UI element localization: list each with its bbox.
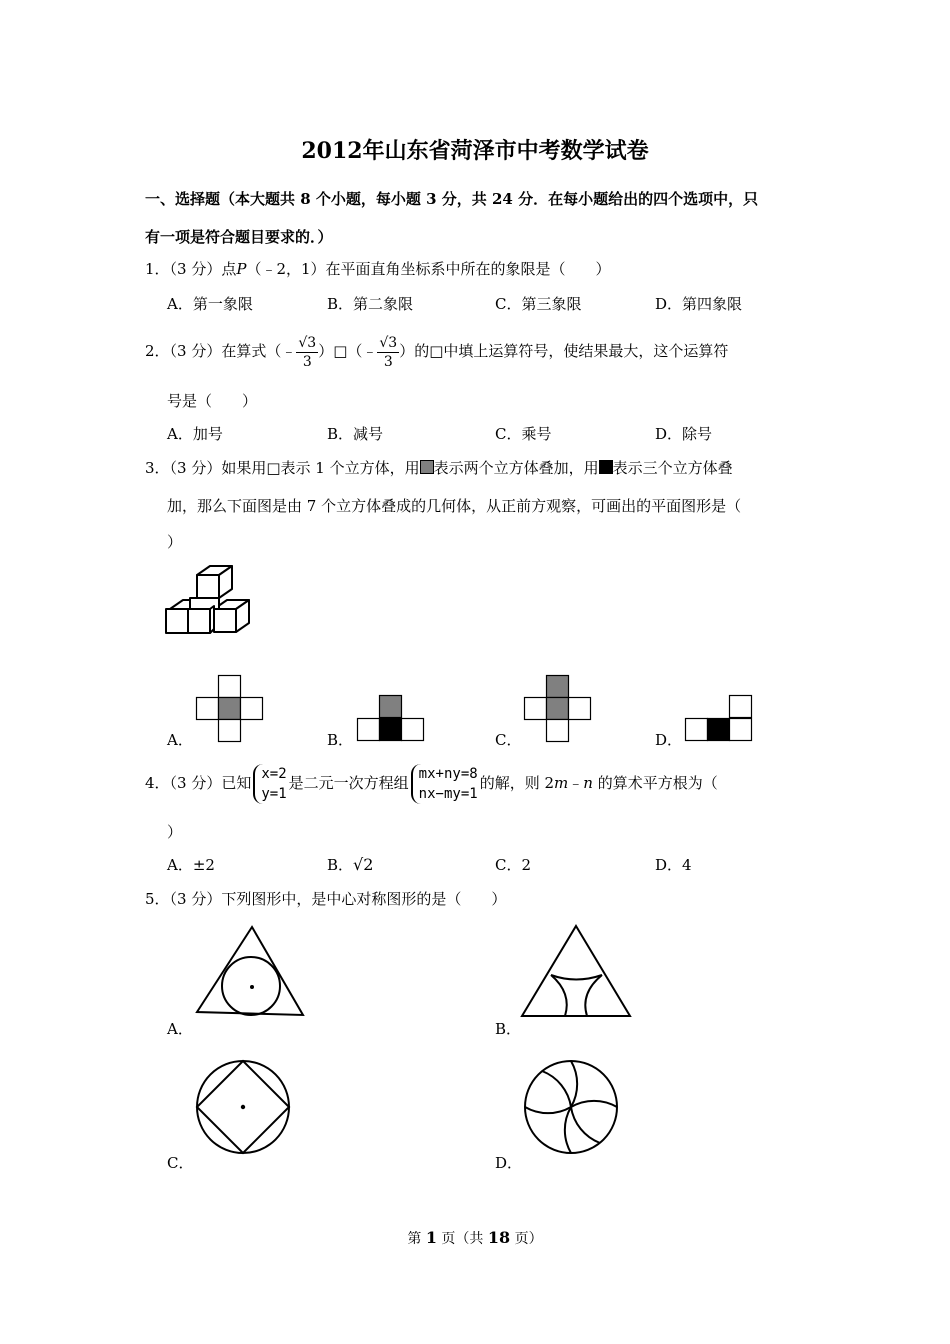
q2-option-b: B．减号 bbox=[327, 425, 384, 443]
q2-fraction-1 bbox=[296, 334, 318, 371]
q2-fraction-2 bbox=[377, 334, 399, 371]
q5-option-b-figure bbox=[520, 924, 632, 1019]
q2-line2: 号是（ ） bbox=[167, 392, 258, 410]
q2-pre: （3 分）在算式（﹣ bbox=[169, 342, 297, 360]
q4-option-b bbox=[327, 853, 373, 877]
q3-p1: （3 分）如果用□表示 1 个立方体，用 bbox=[169, 459, 420, 477]
q4-sys2-line2: nx−my=1 bbox=[418, 786, 478, 802]
q1-option-d: D．第四象限 bbox=[655, 295, 743, 313]
q1-var-p: P bbox=[236, 260, 247, 278]
q4-post2: 的算术平方根为（ bbox=[592, 774, 718, 792]
q3-option-c: C． bbox=[495, 731, 522, 749]
q4-var-n: n bbox=[583, 774, 593, 792]
q4-mid: 是二元一次方程组 bbox=[288, 774, 409, 792]
gray-square-icon bbox=[420, 460, 434, 474]
q5-option-c: C． bbox=[167, 1154, 194, 1172]
q3-option-b: B． bbox=[327, 731, 354, 749]
section-heading-line1: 一、选择题（本大题共 8 个小题，每小题 3 分，共 24 分．在每小题给出的四个选项中，只 bbox=[145, 190, 759, 208]
section-heading-line2: 有一项是符合题目要求的．） bbox=[145, 228, 333, 246]
q3-number: 3． bbox=[145, 459, 170, 477]
q4-sys1-line2: y=1 bbox=[261, 786, 287, 802]
footer-pre: 第 bbox=[407, 1231, 426, 1247]
q4-option-b-value: √2 bbox=[353, 855, 374, 874]
q2-frac1-den: 3 bbox=[302, 353, 312, 370]
q3-option-d-figure bbox=[685, 695, 753, 743]
q4-post1: 的解，则 2 bbox=[479, 774, 554, 792]
q3-line2: 加，那么下面图是由 7 个立方体叠成的几何体，从正前方观察，可画出的平面图形是（ bbox=[167, 497, 742, 515]
q3-option-d: D． bbox=[655, 731, 683, 749]
q5-option-a-figure bbox=[196, 924, 306, 1019]
q3-p2: 表示两个立方体叠加，用 bbox=[433, 459, 599, 477]
q5-option-a: A． bbox=[167, 1020, 193, 1038]
q3-option-a: A． bbox=[167, 731, 193, 749]
q3-solid-figure bbox=[160, 562, 255, 644]
question-3 bbox=[145, 456, 810, 480]
q4-system-1 bbox=[253, 764, 286, 804]
q4-sys1-line1: x=2 bbox=[261, 766, 287, 782]
footer-mid: 页（共 bbox=[436, 1231, 488, 1247]
q4-minus: ﹣ bbox=[568, 774, 584, 792]
q1-option-c: C．第三象限 bbox=[495, 295, 582, 313]
footer-post: 页） bbox=[510, 1231, 543, 1247]
q4-sys2-line1: mx+ny=8 bbox=[418, 766, 478, 782]
q5-option-c-figure bbox=[194, 1058, 292, 1156]
black-square-icon bbox=[599, 460, 613, 474]
q2-frac2-num: √3 bbox=[379, 334, 398, 351]
q3-p3: 表示三个立方体叠 bbox=[612, 459, 733, 477]
q1-score: （3 分）点 bbox=[169, 260, 237, 278]
q5-option-d: D． bbox=[495, 1154, 523, 1172]
q2-option-c: C．乘号 bbox=[495, 425, 552, 443]
q2-option-d: D．除号 bbox=[655, 425, 713, 443]
q4-line2: ） bbox=[167, 823, 183, 841]
question-4 bbox=[145, 760, 810, 806]
q5-number: 5． bbox=[145, 890, 170, 908]
q2-mid2: ）的□中填上运算符号，使结果最大，这个运算符 bbox=[399, 342, 729, 360]
footer-total-pages: 18 bbox=[487, 1228, 511, 1247]
q2-number: 2． bbox=[145, 342, 170, 360]
q3-line3: ） bbox=[167, 533, 183, 551]
page-title: 2012年山东省菏泽市中考数学试卷 bbox=[301, 138, 649, 164]
q3-option-a-figure bbox=[196, 675, 264, 743]
q5-text: （3 分）下列图形中，是中心对称图形的是（ ） bbox=[169, 890, 507, 908]
q4-option-a: A．±2 bbox=[167, 856, 215, 874]
q3-option-c-figure bbox=[524, 675, 592, 743]
q5-option-d-figure bbox=[522, 1058, 620, 1156]
q2-frac1-num: √3 bbox=[298, 334, 317, 351]
q3-option-b-figure bbox=[357, 695, 425, 743]
q2-frac2-den: 3 bbox=[383, 353, 393, 370]
q4-option-d: D．4 bbox=[655, 856, 692, 874]
q1-text: （﹣2，1）在平面直角坐标系中所在的象限是（ ） bbox=[246, 260, 611, 278]
q4-number: 4． bbox=[145, 774, 170, 792]
q4-var-m: m bbox=[554, 774, 569, 792]
q4-option-b-label: B． bbox=[327, 856, 354, 874]
q1-number: 1． bbox=[145, 260, 170, 278]
q4-option-c: C．2 bbox=[495, 856, 532, 874]
q2-option-a: A．加号 bbox=[167, 425, 223, 443]
footer-page-number: 1 bbox=[425, 1228, 437, 1247]
question-5 bbox=[145, 887, 810, 911]
question-1 bbox=[145, 257, 810, 281]
q5-option-b: B． bbox=[495, 1020, 522, 1038]
q1-option-b: B．第二象限 bbox=[327, 295, 414, 313]
question-2 bbox=[145, 330, 810, 372]
page-footer bbox=[0, 1228, 950, 1248]
q4-pre: （3 分）已知 bbox=[169, 774, 252, 792]
q4-system-2 bbox=[411, 764, 478, 804]
q1-option-a: A．第一象限 bbox=[167, 295, 253, 313]
q2-mid1: ）□（﹣ bbox=[318, 342, 378, 360]
